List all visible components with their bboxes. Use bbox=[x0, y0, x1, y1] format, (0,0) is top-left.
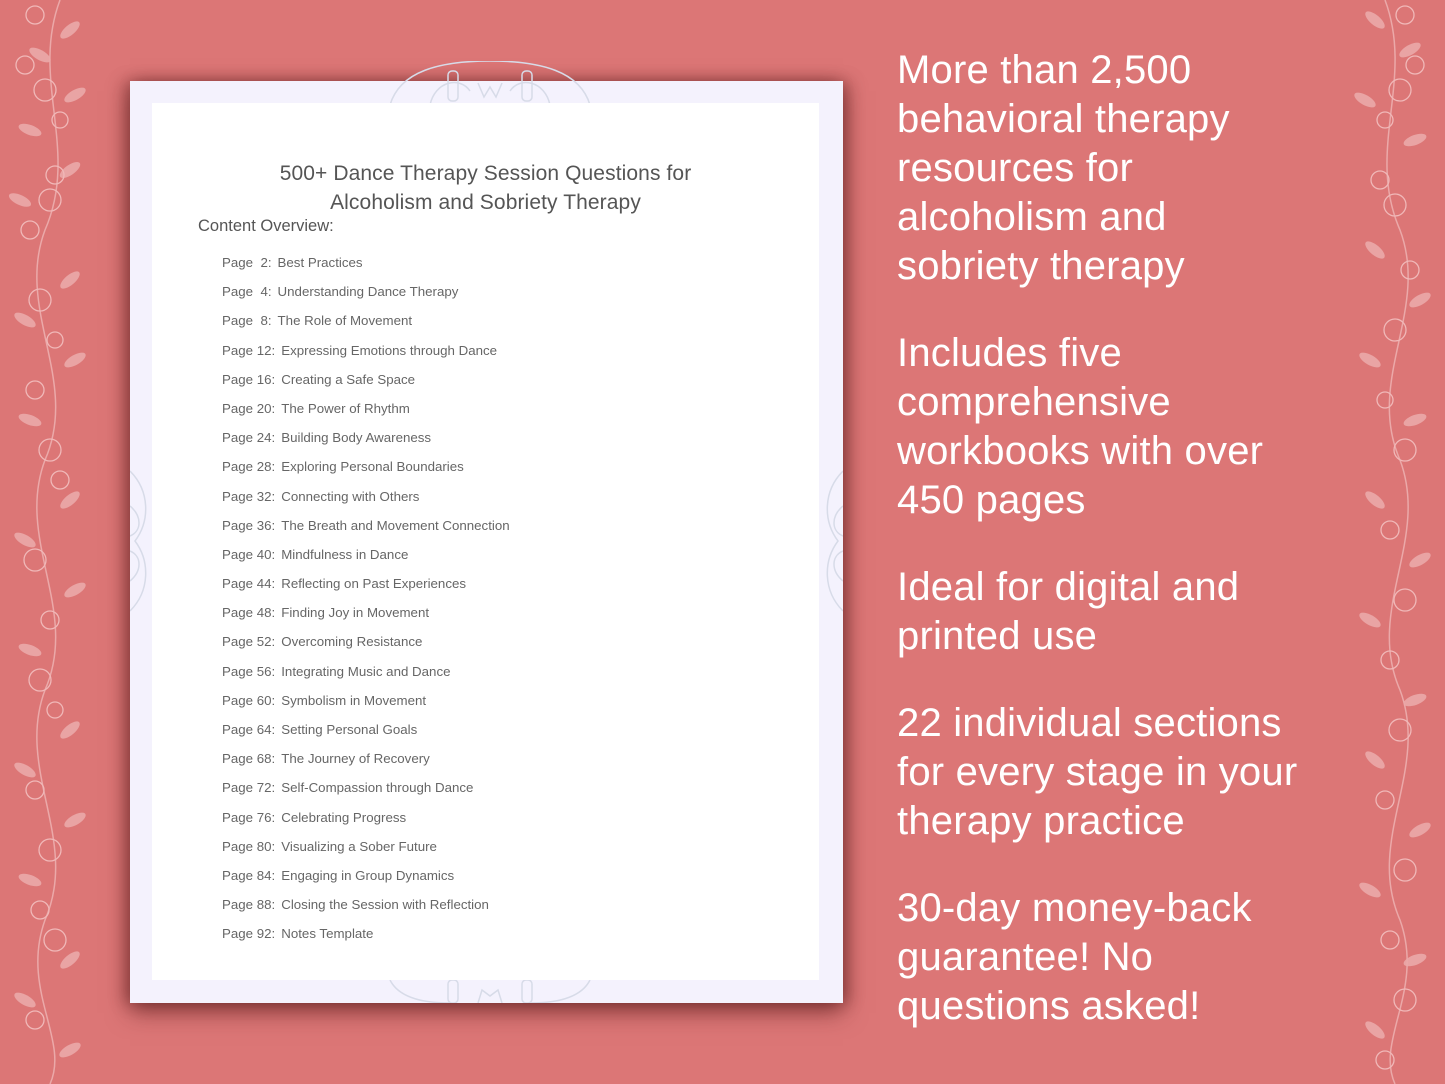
toc-page-number: Page 48: bbox=[222, 605, 276, 621]
toc-entry bbox=[222, 255, 510, 284]
mandala-bottom-decoration bbox=[370, 980, 610, 1003]
toc-section-title: Integrating Music and Dance bbox=[281, 663, 451, 679]
toc-section-title: Building Body Awareness bbox=[281, 430, 432, 446]
toc-page-number: Page 32: bbox=[222, 488, 276, 504]
toc-entry bbox=[222, 780, 510, 809]
toc-entry bbox=[222, 343, 510, 372]
toc-page-number: Page 12: bbox=[222, 342, 276, 358]
toc-page-number: Page 84: bbox=[222, 867, 276, 883]
toc-entry bbox=[222, 372, 510, 401]
toc-section-title: Understanding Dance Therapy bbox=[277, 284, 459, 300]
toc-page-number: Page 28: bbox=[222, 459, 276, 475]
toc-entry bbox=[222, 605, 510, 634]
toc-section-title: Reflecting on Past Experiences bbox=[281, 576, 467, 592]
toc-entry bbox=[222, 693, 510, 722]
toc-section-title: Exploring Personal Boundaries bbox=[281, 459, 464, 475]
content-overview-label: Content Overview: bbox=[198, 217, 334, 235]
toc-page-number: Page 80: bbox=[222, 838, 276, 854]
toc-section-title: Mindfulness in Dance bbox=[281, 546, 409, 562]
document-preview-page bbox=[130, 81, 843, 1003]
toc-section-title: Connecting with Others bbox=[281, 488, 420, 504]
toc-entry bbox=[222, 313, 510, 342]
toc-section-title: The Role of Movement bbox=[277, 313, 413, 329]
toc-entry bbox=[222, 664, 510, 693]
toc-entry bbox=[222, 926, 510, 955]
toc-page-number: Page 40: bbox=[222, 546, 276, 562]
table-of-contents bbox=[222, 255, 510, 956]
feature-list bbox=[897, 46, 1417, 1069]
feature-digital-print: Ideal for digital and printed use bbox=[897, 565, 1240, 658]
document-title bbox=[152, 159, 819, 217]
toc-entry bbox=[222, 547, 510, 576]
toc-section-title: Best Practices bbox=[277, 255, 363, 270]
toc-section-title: Self-Compassion through Dance bbox=[281, 780, 474, 796]
toc-section-title: The Journey of Recovery bbox=[281, 751, 430, 767]
toc-page-number: Page 52: bbox=[222, 634, 276, 650]
mandala-top-decoration bbox=[370, 61, 610, 105]
feature-workbooks: Includes five comprehensive workbooks with over 450 pages bbox=[897, 331, 1264, 522]
document-content-area bbox=[152, 103, 819, 980]
toc-section-title: The Breath and Movement Connection bbox=[281, 517, 510, 533]
toc-page-number: Page 60: bbox=[222, 692, 276, 708]
toc-page-number: Page 72: bbox=[222, 780, 276, 796]
toc-entry bbox=[222, 430, 510, 459]
toc-section-title: Closing the Session with Reflection bbox=[281, 897, 489, 913]
feature-resources-count: More than 2,500 behavioral therapy resources for alcoholism and sobriety therapy bbox=[897, 48, 1230, 288]
floral-vine-left-decoration bbox=[0, 0, 130, 1084]
toc-section-title: Expressing Emotions through Dance bbox=[281, 342, 498, 358]
toc-section-title: Finding Joy in Movement bbox=[281, 605, 430, 621]
toc-section-title: Visualizing a Sober Future bbox=[281, 838, 437, 854]
toc-page-number: Page 56: bbox=[222, 663, 276, 679]
mandala-left-decoration bbox=[130, 461, 152, 621]
toc-entry bbox=[222, 751, 510, 780]
toc-section-title: Creating a Safe Space bbox=[281, 371, 416, 387]
mandala-right-decoration bbox=[821, 461, 843, 621]
toc-entry bbox=[222, 810, 510, 839]
toc-section-title: Overcoming Resistance bbox=[281, 634, 423, 650]
toc-page-number: Page 8: bbox=[222, 313, 272, 329]
toc-entry bbox=[222, 459, 510, 488]
toc-section-title: Symbolism in Movement bbox=[281, 692, 427, 708]
toc-page-number: Page 76: bbox=[222, 809, 276, 825]
toc-section-title: Celebrating Progress bbox=[281, 809, 407, 825]
toc-entry bbox=[222, 401, 510, 430]
toc-page-number: Page 92: bbox=[222, 926, 276, 942]
toc-page-number: Page 44: bbox=[222, 576, 276, 592]
toc-entry bbox=[222, 489, 510, 518]
toc-section-title: Setting Personal Goals bbox=[281, 722, 418, 737]
toc-entry bbox=[222, 284, 510, 313]
document-title-line-2: Alcoholism and Sobriety Therapy bbox=[330, 191, 641, 214]
toc-section-title: Notes Template bbox=[281, 926, 374, 942]
toc-entry bbox=[222, 897, 510, 926]
feature-sections: 22 individual sections for every stage in your therapy practice bbox=[897, 701, 1298, 843]
toc-page-number: Page 24: bbox=[222, 430, 276, 446]
toc-page-number: Page 68: bbox=[222, 751, 276, 767]
document-title-line-1: 500+ Dance Therapy Session Questions for bbox=[279, 162, 692, 185]
toc-entry bbox=[222, 576, 510, 605]
toc-entry bbox=[222, 722, 510, 751]
toc-page-number: Page 20: bbox=[222, 400, 276, 416]
toc-entry bbox=[222, 839, 510, 868]
toc-page-number: Page 4: bbox=[222, 284, 272, 300]
toc-entry bbox=[222, 868, 510, 897]
toc-page-number: Page 2: bbox=[222, 255, 272, 270]
toc-section-title: The Power of Rhythm bbox=[281, 400, 410, 416]
toc-page-number: Page 36: bbox=[222, 517, 276, 533]
toc-page-number: Page 64: bbox=[222, 722, 276, 737]
toc-page-number: Page 16: bbox=[222, 371, 276, 387]
feature-guarantee: 30-day money-back guarantee! No questions asked! bbox=[897, 886, 1252, 1028]
toc-entry bbox=[222, 518, 510, 547]
toc-page-number: Page 88: bbox=[222, 897, 276, 913]
toc-section-title: Engaging in Group Dynamics bbox=[281, 867, 455, 883]
toc-entry bbox=[222, 634, 510, 663]
